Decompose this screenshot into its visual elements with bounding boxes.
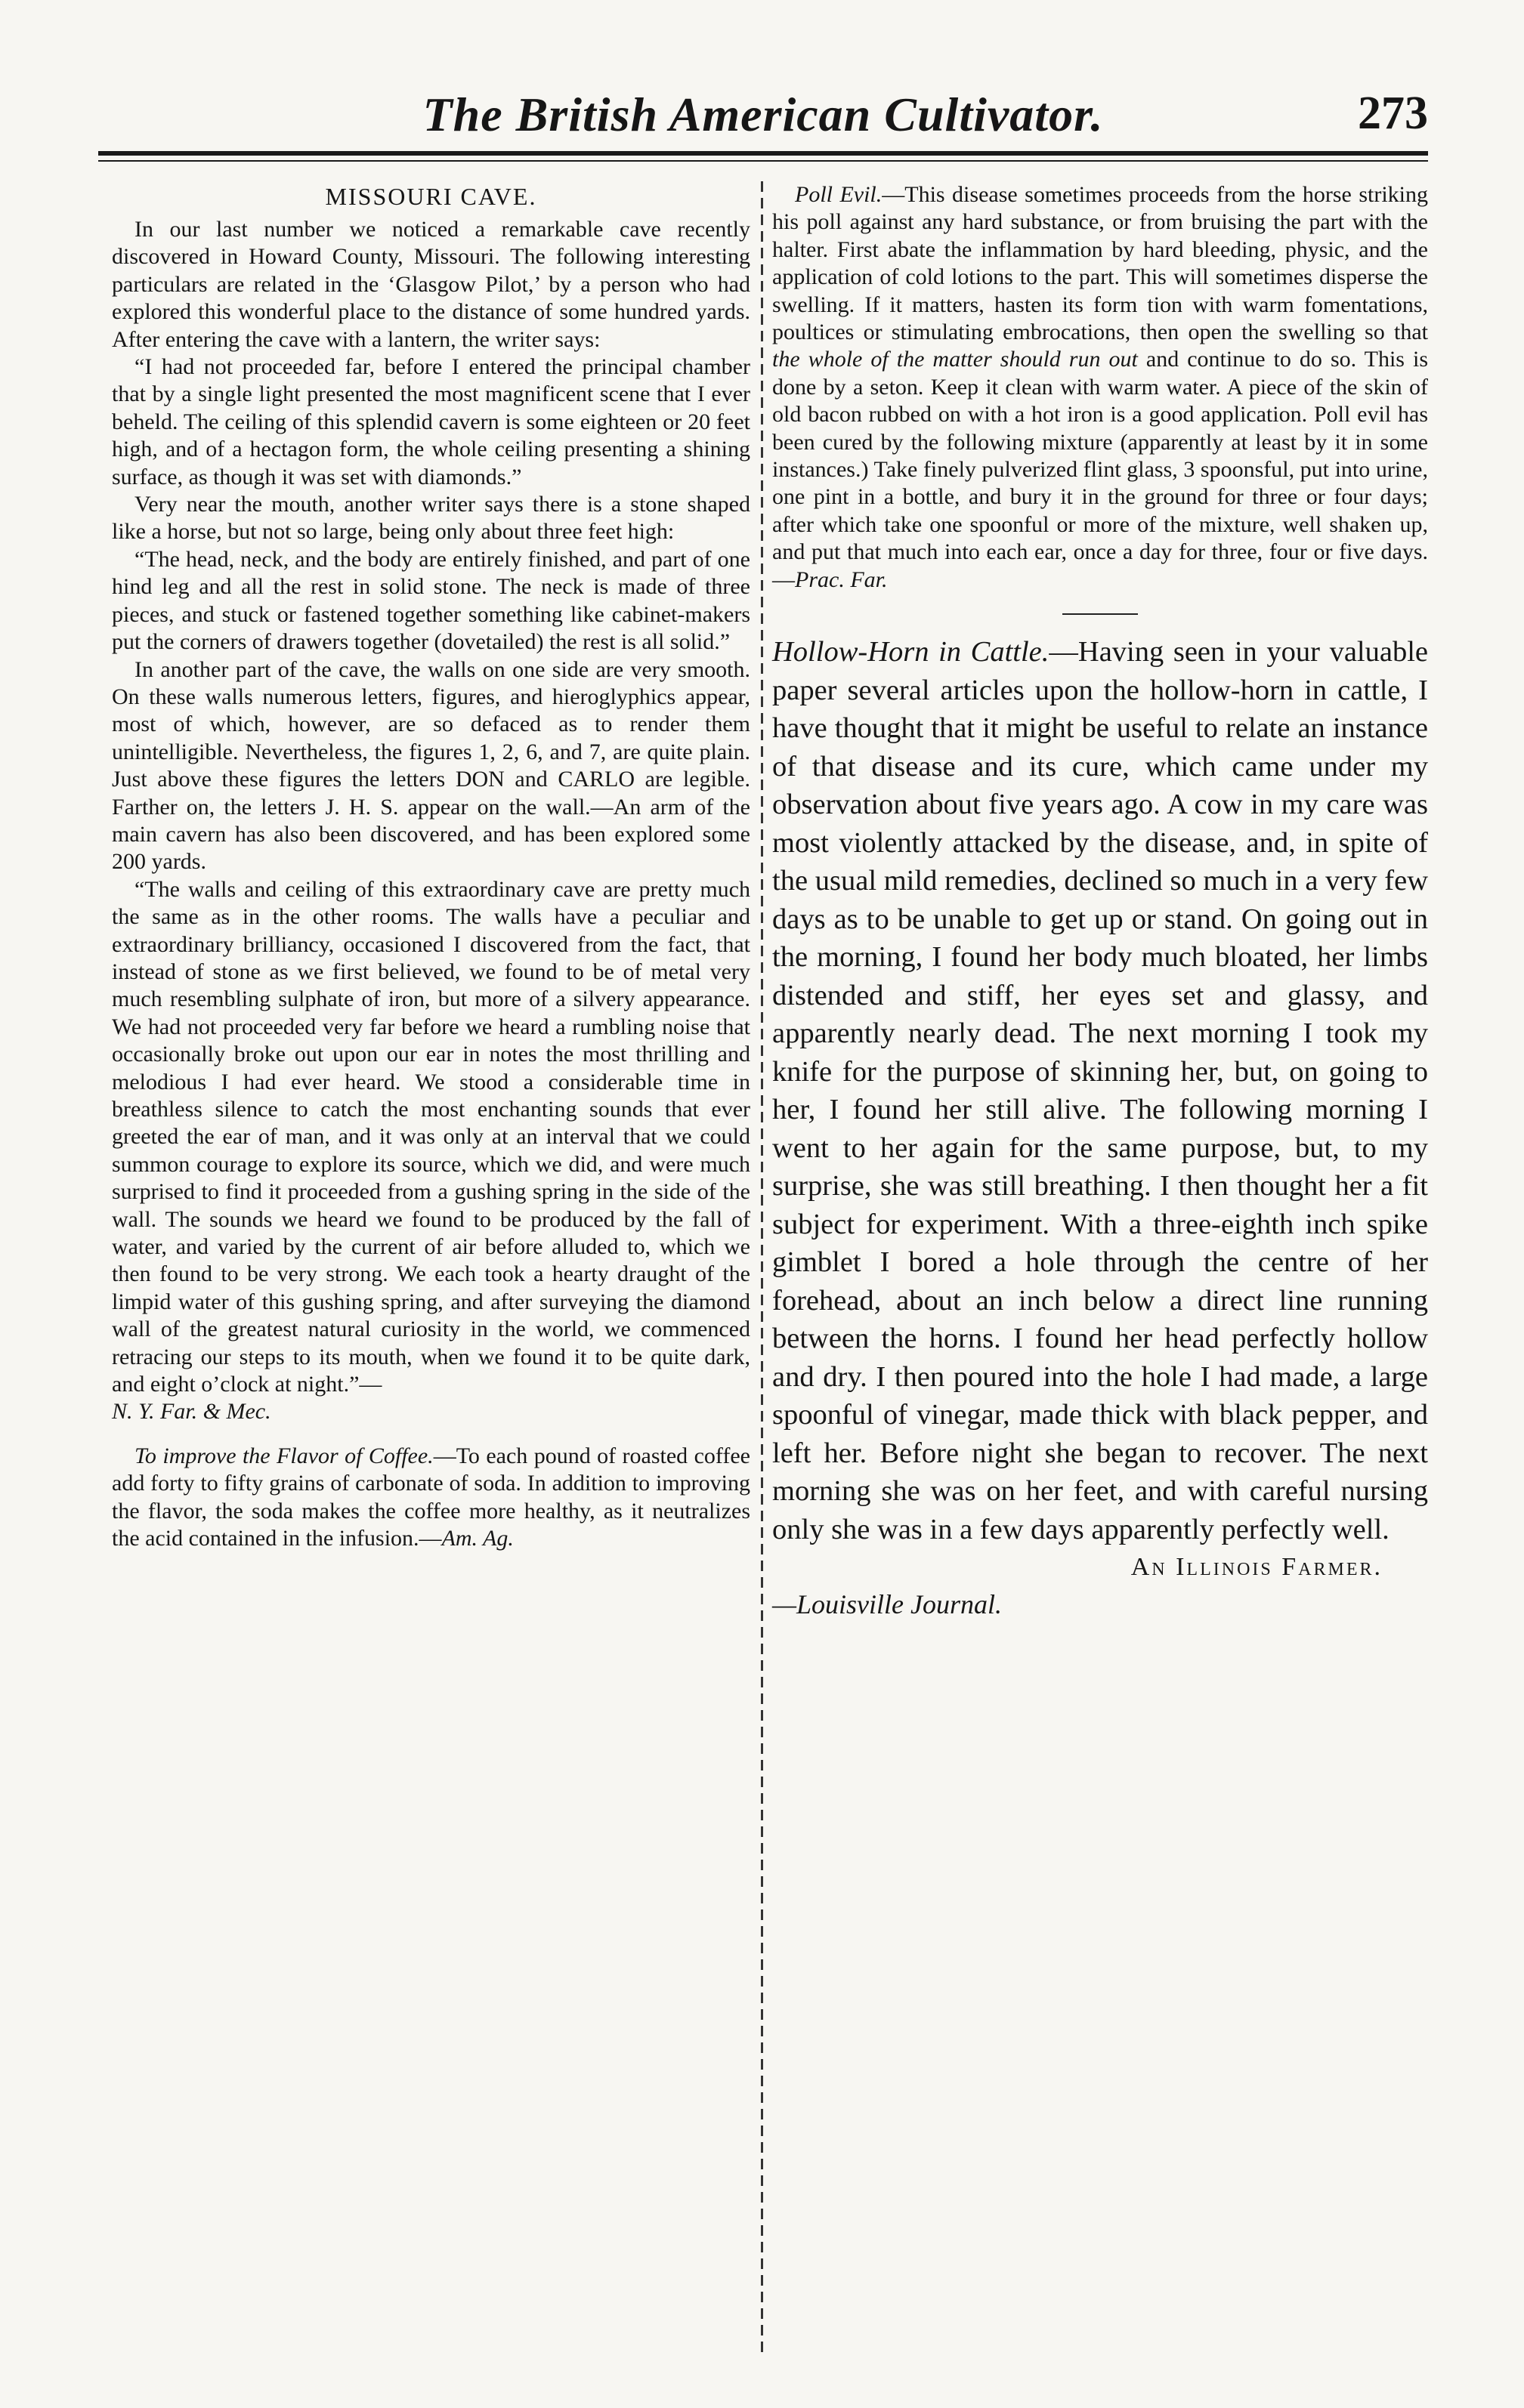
- article-source: N. Y. Far. & Mec.: [112, 1399, 271, 1425]
- poll-evil-text: —This disease sometimes proceeds from the horse striking his poll against any hard substance, or from bruising the part with the halter. First abate the inflammation by hard bleeding, physic, and the application of cold lotions to the part. This will sometimes disperse the swelling. If it matters, hasten its form tion with warm fomentations, poultices or stimulating embrocations, then open the swelling so that: [772, 182, 1428, 345]
- page-number: 273: [1358, 88, 1428, 139]
- poll-evil-heading: Poll Evil.: [795, 182, 883, 207]
- poll-evil-section: [772, 181, 1428, 594]
- article-paragraph: Very near the mouth, another writer says there is a stone shaped like a horse, but not so large, being only about three feet high:: [112, 492, 750, 545]
- right-column: [772, 181, 1428, 1622]
- missouri-cave-heading: MISSOURI CAVE.: [325, 183, 537, 210]
- spacer: [112, 1426, 750, 1443]
- coffee-text: —To each pound of roasted coffee add forty to fifty grains of carbonate of soda. In addition to improving the flavor, the soda makes the coffee more healthy, as it neutralizes the acid contained in the infusion.—: [112, 1443, 750, 1551]
- poll-evil-text-continued: and continue to do so. This is done by a seton. Keep it clean with warm water. A piece of the skin of old bacon rubbed on with a hot iron is a good application. Poll evil has been cured by the following mixture (apparently at least by it in some instances.) Take finely pulverized flint glass, 3 spoonsful, put into urine, one pint in a bottle, and bury it in the ground for three or four days; after which take one spoonful or more of the mixture, well shaken up, and put that much into each ear, once a day for three, four or five days.—: [772, 347, 1428, 592]
- section-divider: [1062, 613, 1138, 615]
- page-header: [98, 87, 1428, 147]
- header-rule: [98, 151, 1428, 156]
- hollow-horn-article: [772, 633, 1428, 1548]
- journal-title: The British American Cultivator.: [422, 88, 1104, 141]
- hollow-horn-heading: Hollow-Horn in Cattle.: [772, 636, 1049, 668]
- article-paragraph: In another part of the cave, the walls on one side are very smooth. On these walls numerous letters, figures, and hieroglyphics appear, most of which, however, are so defaced as to render them unintelligible. Nevertheless, the figures 1, 2, 6, and 7, are quite plain. Just above these figures the letters DON and CARLO are legible. Farther on, the letters J. H. S. appear on the wall.—An arm of the main cavern has also been discovered, and has been explored some 200 yards.: [112, 656, 750, 875]
- article-paragraph: In our last number we noticed a remarkable cave recently discovered in Howard County, Missouri. The following interesting particulars are related in the ‘Glasgow Pilot,’ by a person who had explored this wonderful place to the distance of some hundred yards. After entering the cave with a lantern, the writer says:: [112, 217, 750, 352]
- coffee-article: [112, 1443, 750, 1553]
- column-divider: [761, 181, 763, 2357]
- coffee-heading: To improve the Flavor of Coffee.: [134, 1443, 434, 1468]
- poll-evil-source: Prac. Far.: [795, 566, 888, 592]
- hollow-horn-source: —Louisville Journal.: [772, 1589, 1002, 1620]
- coffee-source: Am. Ag.: [441, 1526, 514, 1551]
- article-paragraph: “I had not proceeded far, before I entered the principal chamber that by a single light presented the most magnificent scene that I ever beheld. The ceiling of this splendid cavern is some eighteen or 20 feet high, and of a hectagon form, the whole ceiling presenting a shining surface, as though it was set with diamonds.”: [112, 354, 750, 489]
- author-signature: An Illinois Farmer.: [1130, 1553, 1383, 1582]
- poll-evil-article: [772, 181, 1428, 594]
- header-rule-thin: [98, 160, 1428, 162]
- hollow-horn-text: —Having seen in your valuable paper several articles upon the hollow-horn in cattle, I have thought that it might be useful to relate an instance of that disease and its cure, which came under my observation about five years ago. A cow in my care was most violently attacked by the disease, and, in spite of the usual mild remedies, declined so much in a very few days as to be unable to get up or stand. On going out in the morning, I found her body much bloated, her limbs distended and stiff, her eyes set and glassy, and apparently nearly dead. The next morning I took my knife for the purpose of skinning her, but, on going to her, I found her still alive. The following morning I went to her again for the same purpose, but, to my surprise, she was still breathing. I then thought her a fit subject for experiment. With a three-eighth inch spike gimblet I bored a hole through the centre of her forehead, about an inch below a direct line running between the horns. I found her head perfectly hollow and dry. I then poured into the hole I had made, a large spoonful of vinegar, made thick with black pepper, and left her. Before night she began to recover. The next morning she was on her feet, and with careful nursing only she was in a few days apparently perfectly well.: [772, 636, 1428, 1545]
- left-column: [112, 181, 750, 1553]
- poll-evil-emphasis: the whole of the matter should run out: [772, 347, 1138, 372]
- article-paragraph: “The head, neck, and the body are entirely finished, and part of one hind leg and all the rest in solid stone. The neck is made of three pieces, and stuck or fastened together something like cabinet-makers put the corners of drawers together (dovetailed) the rest is all solid.”: [112, 546, 750, 655]
- article-paragraph: “The walls and ceiling of this extraordinary cave are pretty much the same as in the other rooms. The walls have a peculiar and extraordinary brilliancy, occasioned I discovered from the fact, that instead of stone as we first believed, we found to be of metal very much resembling sulphate of iron, but more of a silvery appearance. We had not proceeded very far before we heard a rumbling noise that occasionally broke out upon our ear in notes the most thrilling and melodious I had ever heard. We stood a considerable time in breathless silence to catch the most enchanting sounds that ever greeted the ear of man, and it was only at an interval that we could summon courage to explore its source, which we did, and were much surprised to find it proceeded from a gushing spring in the side of the wall. The sounds we heard we found to be produced by the fall of water, and varied by the current of air before alluded to, which we then found to be very strong. We each took a hearty draught of the limpid water of this gushing spring, and after surveying the diamond wall of the greatest natural curiosity in the world, we commenced retracing our steps to its mouth, when we found it to be quite dark, and eight o’clock at night.”—: [112, 876, 750, 1397]
- hollow-horn-section: [772, 633, 1428, 1622]
